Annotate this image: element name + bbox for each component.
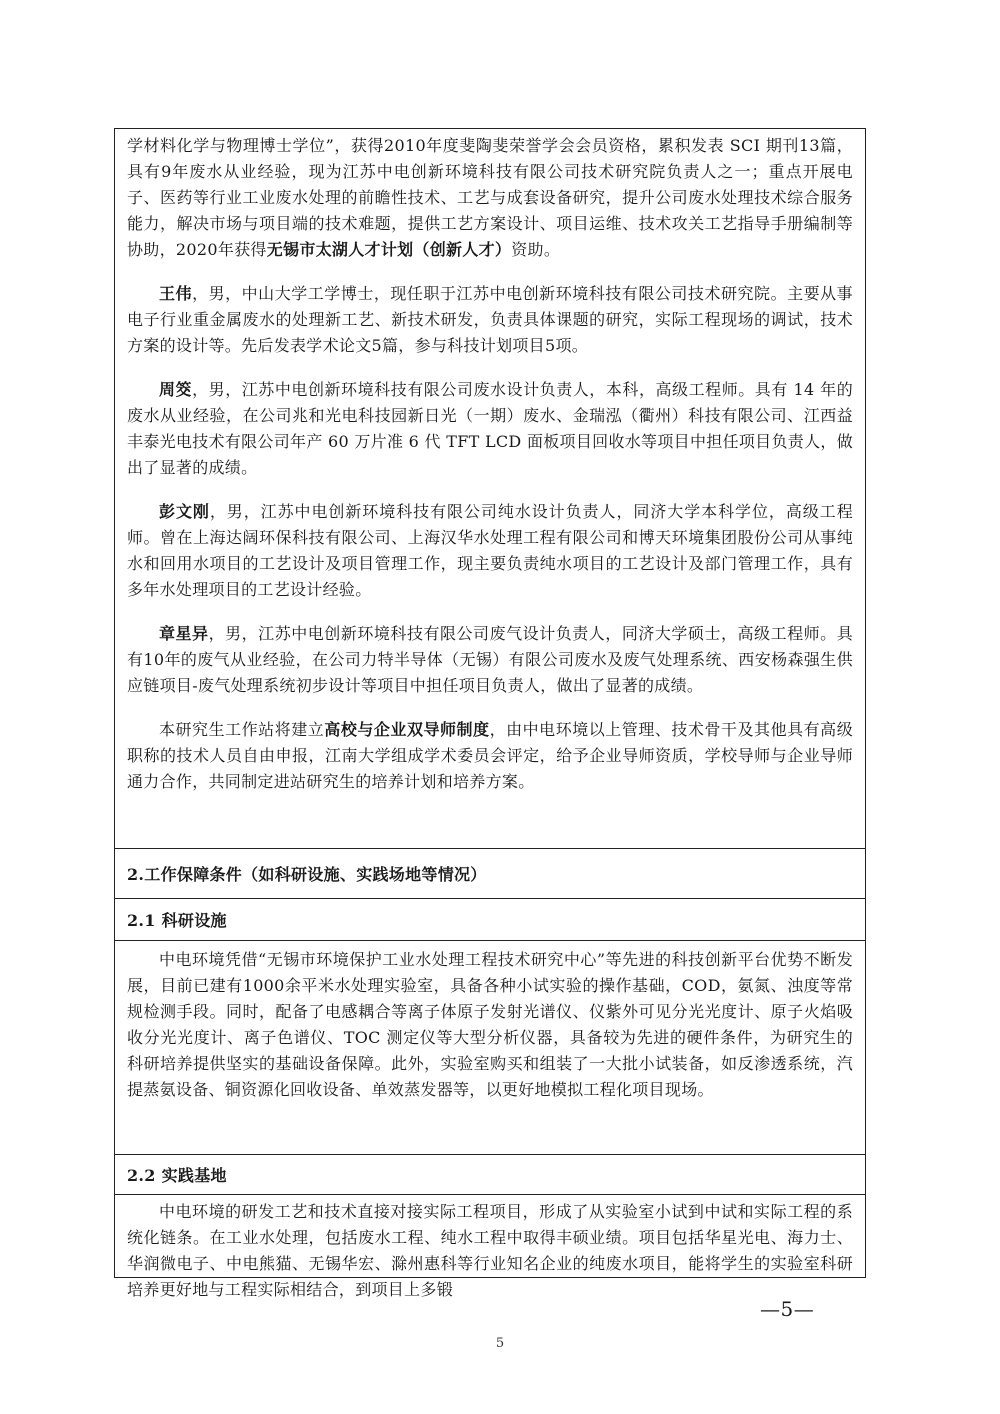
staff-bios-cell [115,129,865,849]
section-2-2-heading-cell [115,1155,865,1195]
page-mark: —5— [760,1297,815,1321]
bio-continuation: 学材料化学与物理博士学位”，获得2010年度斐陶斐荣誉学会会员资格，累积发表 SCI 期刊13篇，具有9年废水从业经验，现为江苏中电创新环境科技有限公司技术研究院负责人之一；重点开展电子、医药等行业工业废水处理的前瞻性技术、工艺与成套设备研究，提升公司废水处理技术综合服务能力，解决市场与项目端的技术难题，提供工艺方案设计、项目运维、技术攻关工艺指导手册编制等协助，2020年获得无锡市太湖人才计划（创新人才）资助。 [127,136,853,259]
staff-name: 彭文刚 [159,502,210,521]
section-2-1-title: 2.1 科研设施 [127,911,227,930]
staff-name: 章星异 [159,624,209,643]
section-2-2-title: 2.2 实践基地 [127,1166,227,1185]
mentor-system-paragraph: 本研究生工作站将建立高校与企业双导师制度，由中电环境以上管理、技术骨干及其他具有高级职称的技术人员自由申报，江南大学组成学术委员会评定，给予企业导师资质，学校导师与企业导师通力合作，共同制定进站研究生的培养计划和培养方案。 [127,720,853,791]
page-number: 5 [495,1336,505,1351]
staff-name: 周筊 [159,380,193,399]
section-2-1-body-cell [115,941,865,1155]
bio-paragraph: 彭文刚，男，江苏中电创新环境科技有限公司纯水设计负责人，同济大学本科学位，高级工程师。曾在上海达阔环保科技有限公司、上海汉华水处理工程有限公司和博天环境集团股份公司从事纯水和回用水项目的工艺设计及项目管理工作，现主要负责纯水项目的工艺设计及部门管理工作，具有多年水处理项目的工艺设计经验。 [127,502,853,599]
research-facilities-paragraph: 中电环境凭借“无锡市环境保护工业水处理工程技术研究中心”等先进的科技创新平台优势不断发展，目前已建有1000余平米水处理实验室，具备各种小试实验的操作基础，COD，氨氮、浊度等常规检测手段。同时，配备了电感耦合等离子体原子发射光谱仪、仪紫外可见分光光度计、原子火焰吸收分光光度计、离子色谱仪、TOC 测定仪等大型分析仪器，具备较为先进的硬件条件，为研究生的科研培养提供坚实的基础设备保障。此外，实验室购买和组装了一大批小试装备，如反渗透系统，汽提蒸氨设备、铜资源化回收设备、单效蒸发器等，以更好地模拟工程化项目现场。 [127,950,853,1099]
form-table [114,128,866,1299]
practice-base-paragraph: 中电环境的研发工艺和技术直接对接实际工程项目，形成了从实验室小试到中试和实际工程的系统化链条。在工业水处理，包括废水工程、纯水工程中取得丰硕业绩。项目包括华星光电、海力士、华润微电子、中电熊猫、无锡华宏、滁州惠科等行业知名企业的纯废水项目，能将学生的实验室科研培养更好地与工程实际相结合，到项目上多锻 [127,1202,853,1299]
section-2-1-heading-cell [115,899,865,941]
mentor-system-highlight: 高校与企业双导师制度 [324,720,490,739]
section-2-heading-cell [115,849,865,899]
bio-paragraph: 周筊，男，江苏中电创新环境科技有限公司废水设计负责人，本科，高级工程师。具有 14 年的废水从业经验，在公司兆和光电科技园新日光（一期）废水、金瑞泓（衢州）科技有限公司、江西益丰泰光电技术有限公司年产 60 万片准 6 代 TFT LCD 面板项目回收水等项目中担任项目负责人，做出了显著的成绩。 [127,380,853,477]
staff-name: 王伟 [159,284,193,303]
award-highlight: 无锡市太湖人才计划（创新人才） [266,240,512,259]
bio-paragraph: 王伟，男，中山大学工学博士，现任职于江苏中电创新环境科技有限公司技术研究院。主要从事电子行业重金属废水的处理新工艺、新技术研发，负责具体课题的研究，实际工程现场的调试，技术方案的设计等。先后发表学术论文5篇，参与科技计划项目5项。 [127,284,853,355]
section-2-title: 2.工作保障条件（如科研设施、实践场地等情况） [127,865,487,884]
bio-paragraph: 章星异，男，江苏中电创新环境科技有限公司废气设计负责人，同济大学硕士，高级工程师。具有10年的废气从业经验，在公司力特半导体（无锡）有限公司废水及废气处理系统、西安杨森强生供应链项目-废气处理系统初步设计等项目中担任项目负责人，做出了显著的成绩。 [127,624,853,695]
section-2-2-body-cell [115,1195,865,1299]
